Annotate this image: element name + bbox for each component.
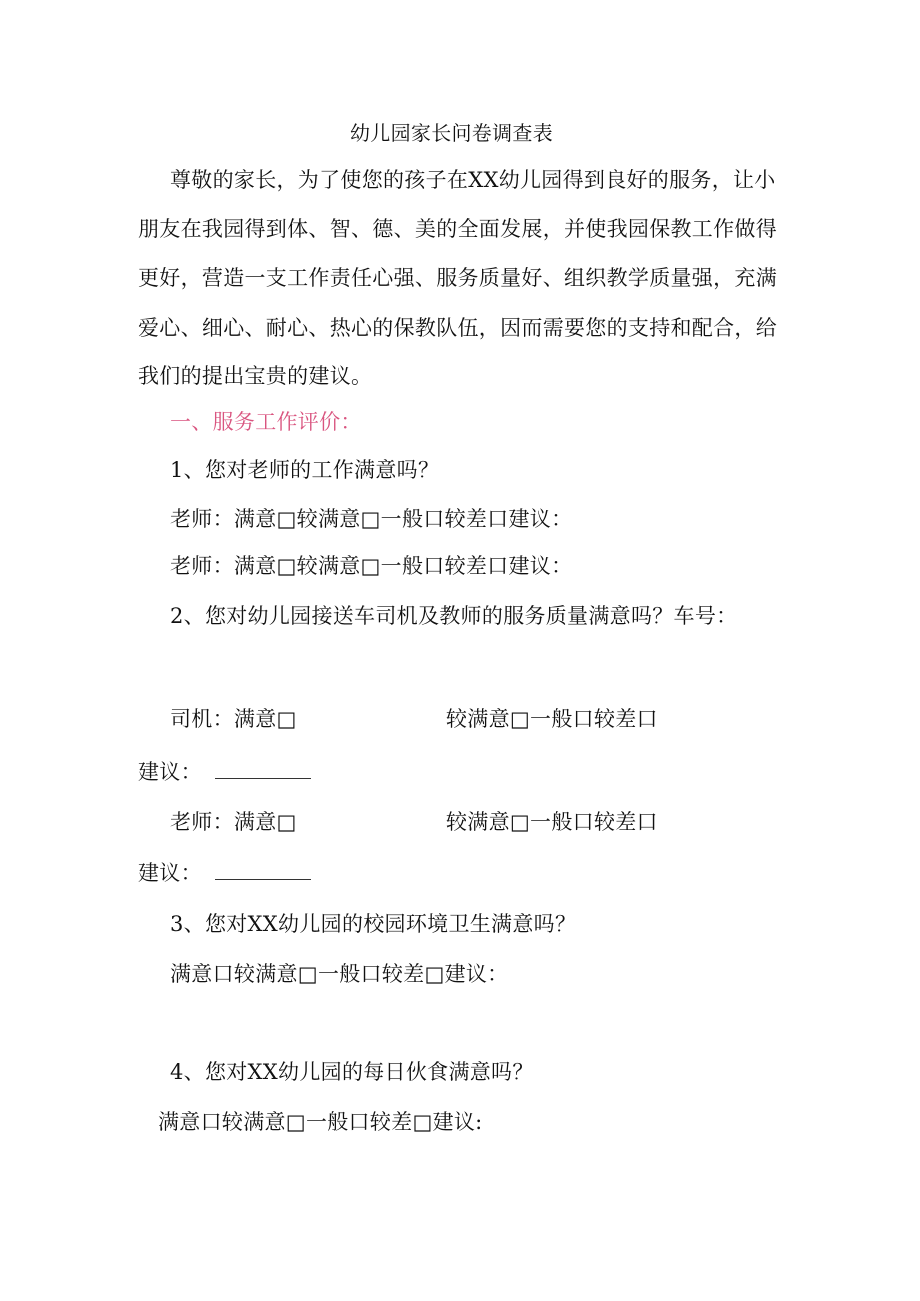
- q1-row-1[interactable]: 老师：满意□较满意□一般口较差口建议：: [170, 507, 573, 531]
- page-title: 幼儿园家长问卷调查表: [350, 121, 553, 145]
- intro-line-3: 更好，营造一支工作责任心强、服务质量好、组织教学质量强，充满: [138, 266, 777, 290]
- q3-question: 3、您对XX幼儿园的校园环境卫生满意吗？: [170, 912, 577, 936]
- q2-driver-left[interactable]: 司机：满意□: [170, 707, 297, 731]
- q4-question: 4、您对XX幼儿园的每日伙食满意吗？: [170, 1060, 534, 1084]
- section-heading: 一、服务工作评价：: [170, 410, 362, 434]
- q2-driver-suggest[interactable]: [138, 758, 311, 786]
- intro-line-1: 尊敬的家长，为了使您的孩子在XX幼儿园得到良好的服务，让小: [170, 168, 776, 192]
- q2-question: 2、您对幼儿园接送车司机及教师的服务质量满意吗？车号：: [170, 604, 738, 628]
- intro-line-4: 爱心、细心、耐心、热心的保教队伍，因而需要您的支持和配合，给: [138, 316, 777, 340]
- intro-line-2: 朋友在我园得到体、智、德、美的全面发展，并使我园保教工作做得: [138, 217, 777, 241]
- q2-teacher-left[interactable]: 老师：满意□: [170, 810, 297, 834]
- q2-teacher-right[interactable]: 较满意□一般口较差口: [446, 810, 658, 834]
- q2-teacher-suggest-blank[interactable]: [215, 875, 311, 880]
- intro-line-5: 我们的提出宝贵的建议。: [138, 364, 373, 388]
- q2-driver-right[interactable]: 较满意□一般口较差口: [446, 707, 658, 731]
- q4-options[interactable]: 满意口较满意□一般口较差□建议:: [158, 1110, 483, 1134]
- q1-row-2[interactable]: 老师：满意□较满意□一般口较差口建议：: [170, 554, 573, 578]
- q2-driver-suggest-label: 建议：: [138, 760, 202, 784]
- q1-question: 1、您对老师的工作满意吗？: [170, 458, 440, 482]
- q2-teacher-suggest[interactable]: [138, 859, 311, 887]
- q3-options[interactable]: 满意口较满意□一般口较差□建议：: [170, 962, 509, 986]
- q2-teacher-suggest-label: 建议：: [138, 861, 202, 885]
- q2-driver-suggest-blank[interactable]: [215, 774, 311, 779]
